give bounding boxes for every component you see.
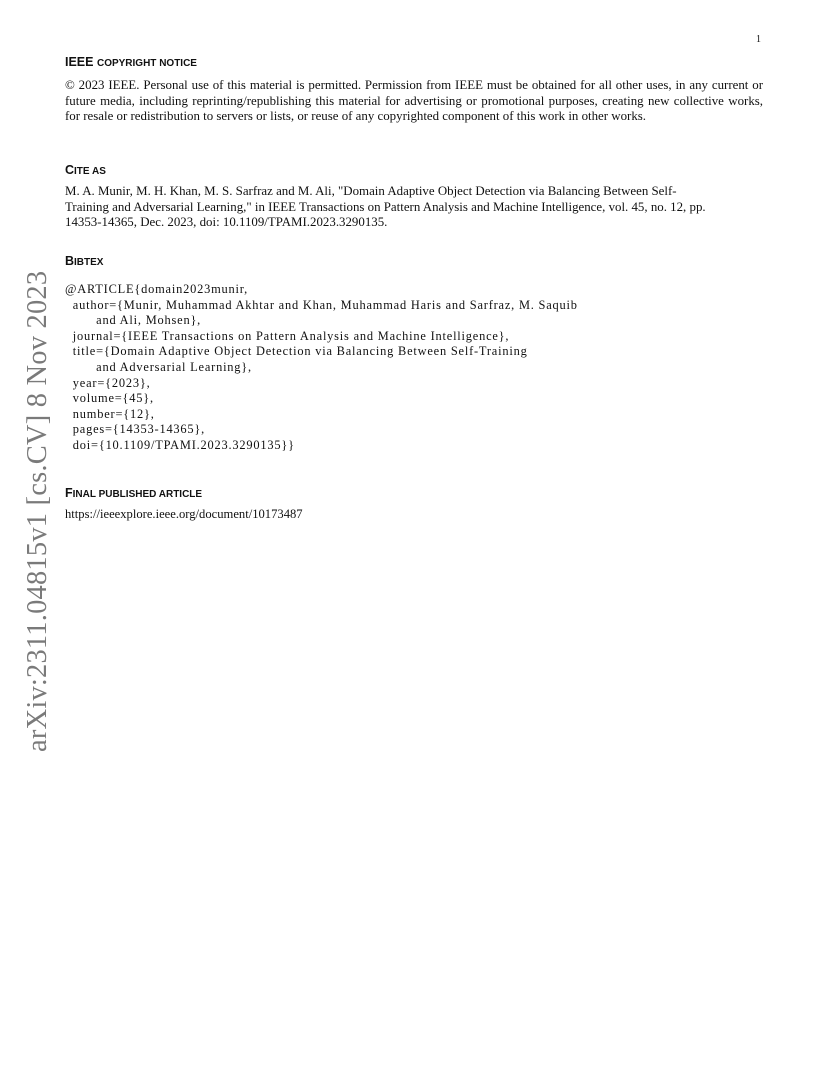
citation-text: M. A. Munir, M. H. Khan, M. S. Sarfraz and M. Ali, "Domain Adaptive Object Detection via Balancing Between Self- Training and Adversarial Learning," in IEEE Transactions on Pattern Analysis and Machine Intelligence, vol. 45, no. 12, pp. 14353-14365, Dec. 2023, doi: 10.1109/TPAMI.2023.3290135. (65, 184, 706, 230)
bibtex-line: journal={IEEE Transactions on Pattern Analysis and Machine Intelligence}, (65, 328, 510, 343)
bibtex-line: volume={45}, (65, 391, 154, 406)
bibtex-line: year={2023}, (65, 375, 151, 390)
arxiv-stamp: arXiv:2311.04815v1 [cs.CV] 8 Nov 2023 (22, 270, 53, 752)
final-article-url[interactable]: https://ieeexplore.ieee.org/document/10173487 (65, 507, 303, 521)
final-article-heading (65, 486, 202, 500)
copyright-heading-smallcaps: COPYRIGHT NOTICE (96, 58, 197, 69)
bibtex-line: title={Domain Adaptive Object Detection via Balancing Between Self-Training (65, 344, 528, 359)
bibtex-entry (65, 282, 578, 454)
bibtex-line: pages={14353-14365}, (65, 422, 206, 437)
bibtex-heading-smallcaps: IBTEX (74, 257, 104, 268)
bibtex-line: and Adversarial Learning}, (65, 359, 252, 374)
cite-as-heading-main: C (65, 163, 75, 177)
cite-as-heading-smallcaps: ITE AS (74, 166, 106, 177)
bibtex-line: author={Munir, Muhammad Akhtar and Khan, Muhammad Haris and Sarfraz, M. Saquib (65, 297, 578, 312)
bibtex-line: and Ali, Mohsen}, (65, 313, 202, 328)
cite-as-heading (65, 163, 106, 177)
copyright-heading (65, 55, 197, 69)
final-article-heading-smallcaps: INAL PUBLISHED ARTICLE (72, 489, 203, 500)
final-article-heading-main: F (65, 486, 73, 500)
bibtex-heading-main: B (65, 254, 75, 268)
bibtex-line: doi={10.1109/TPAMI.2023.3290135}} (65, 437, 295, 452)
copyright-notice-text: © 2023 IEEE. Personal use of this material is permitted. Permission from IEEE must be obtained for all other uses, in any current or future media, including reprinting/republishing this material for advertising or promotional purposes, creating new collective works, for resale or redistribution to servers or lists, or reuse of any copyrighted component of this work in other works. (65, 78, 763, 124)
bibtex-heading (65, 254, 103, 268)
page-number: 1 (756, 34, 761, 45)
copyright-heading-main: IEEE (65, 55, 97, 69)
bibtex-line: number={12}, (65, 406, 155, 421)
bibtex-line: @ARTICLE{domain2023munir, (65, 282, 249, 296)
